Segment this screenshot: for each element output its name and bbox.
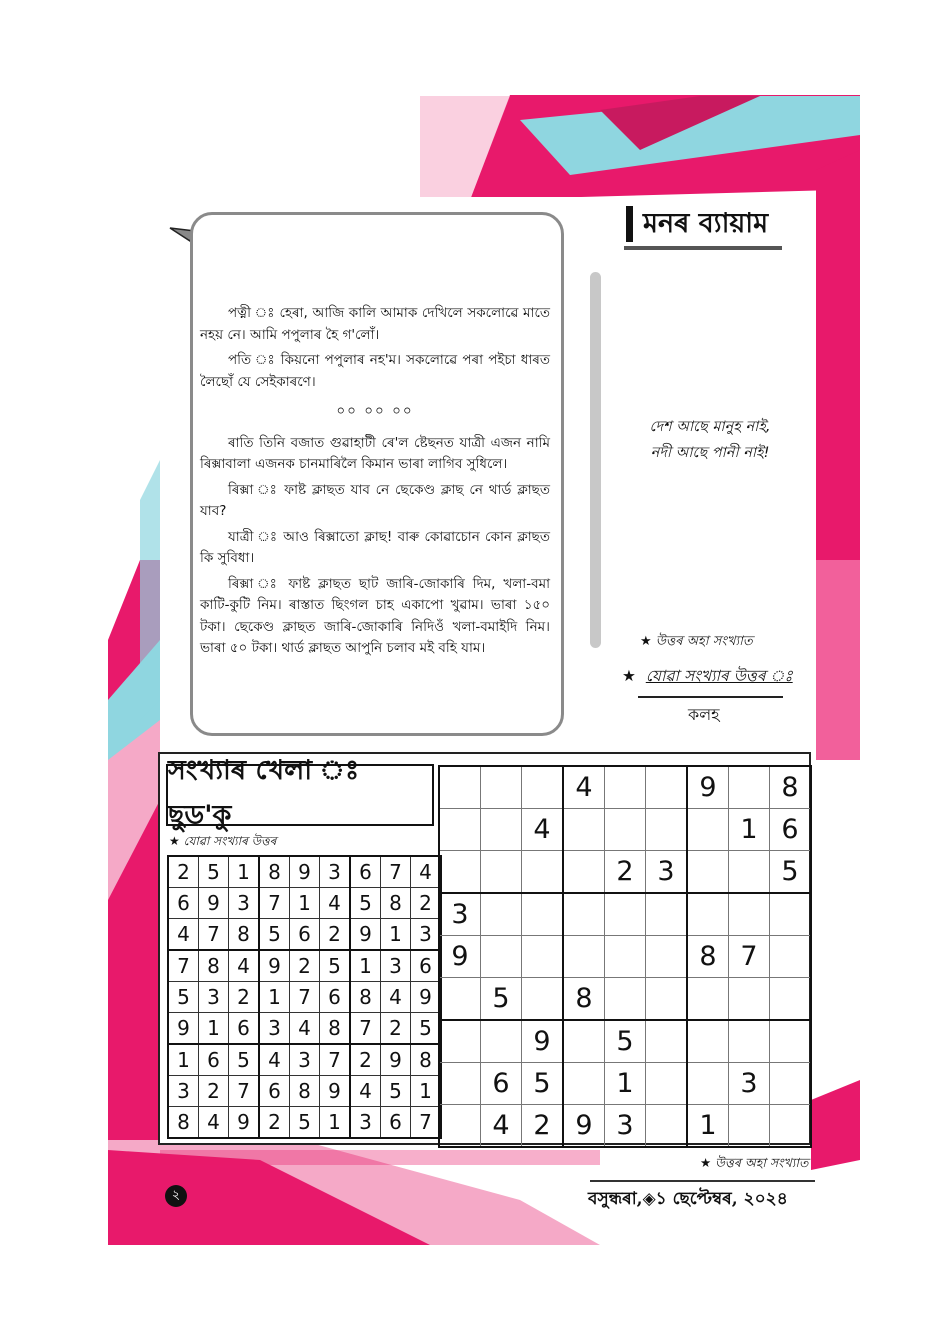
puzzle-cell: [646, 809, 688, 851]
answer-value: কলহ: [688, 705, 720, 724]
grid-row: [439, 766, 811, 809]
puzzle-cell: 6: [481, 1063, 522, 1105]
puzzle-cell: [522, 936, 564, 978]
puzzle-cell: 2: [605, 851, 646, 894]
grid-row: [168, 1107, 441, 1139]
joke-paragraph: পতি ঃ কিয়নো পপুলাৰ নহ'ম। সকলোৱে পৰা পইচা ধাৰত লৈছোঁ যে সেইকাৰণে।: [200, 352, 550, 390]
solution-cell: 8: [259, 856, 290, 888]
solution-cell: 1: [199, 1013, 229, 1045]
puzzle-cell: [563, 1020, 605, 1063]
solution-cell: 4: [168, 919, 199, 951]
solution-cell: 8: [199, 950, 229, 982]
solution-cell: 4: [320, 888, 351, 919]
grid-row: [168, 950, 441, 982]
solution-cell: 2: [350, 1044, 381, 1076]
puzzle-cell: [481, 766, 522, 809]
puzzle-cell: [770, 936, 812, 978]
puzzle-cell: 5: [605, 1020, 646, 1063]
solution-cell: 6: [168, 888, 199, 919]
puzzle-cell: 9: [439, 936, 481, 978]
puzzle-cell: [439, 851, 481, 894]
bottom-answer-note: ★ উত্তৰ অহা সংখ্যাত: [700, 1155, 809, 1170]
solution-cell: 2: [381, 1013, 411, 1045]
puzzle-cell: [563, 809, 605, 851]
solution-cell: 9: [229, 1107, 260, 1139]
puzzle-cell: [646, 1063, 688, 1105]
sudoku-puzzle-grid: [438, 765, 812, 1148]
solution-cell: 7: [199, 919, 229, 951]
solution-cell: 2: [199, 1076, 229, 1107]
joke-paragraph: পত্নী ঃ হেৰা, আজি কালি আমাক দেখিলে সকলোৱে মাতে নহয় নে। আমি পপুলাৰ হৈ গ'লোঁ।: [200, 305, 550, 343]
grid-row: [439, 978, 811, 1021]
puzzle-cell: [481, 809, 522, 851]
solution-cell: 5: [320, 950, 351, 982]
solution-cell: 2: [320, 919, 351, 951]
puzzle-cell: [729, 893, 770, 936]
puzzle-cell: 9: [522, 1020, 564, 1063]
puzzle-cell: 5: [481, 978, 522, 1021]
solution-cell: 5: [350, 888, 381, 919]
puzzle-cell: 1: [687, 1105, 729, 1148]
solution-cell: 3: [320, 856, 351, 888]
grid-row: [439, 1105, 811, 1148]
solution-cell: 6: [350, 856, 381, 888]
joke-paragraph: ৰাতি তিনি বজাত গুৱাহাটী ৰে'ল ষ্টেছনত যাত্ৰী এজন নামি ৰিক্সাবালা এজনক চানমাৰিলৈ কিমান ভাৰা লাগিব সুধিলে।: [200, 434, 550, 472]
puzzle-cell: [646, 978, 688, 1021]
grid-row: [168, 919, 441, 951]
vertical-divider: [590, 272, 601, 648]
sudoku-title: সংখ্যাৰ খেলা ঃ ছুড'কু: [166, 764, 434, 826]
puzzle-cell: [439, 978, 481, 1021]
solution-cell: 2: [290, 950, 320, 982]
solution-cell: 2: [168, 856, 199, 888]
grid-row: [168, 1076, 441, 1107]
star-icon: ★: [622, 667, 636, 685]
puzzle-cell: 4: [563, 766, 605, 809]
puzzle-cell: 3: [729, 1063, 770, 1105]
solution-label: ★ যোৱা সংখ্যাৰ উত্তৰ: [169, 834, 277, 848]
puzzle-cell: [770, 893, 812, 936]
answer-title: [622, 664, 793, 690]
solution-cell: 7: [259, 888, 290, 919]
answer-note: ★ উত্তৰ অহা সংখ্যাত: [640, 634, 753, 649]
solution-cell: 3: [381, 950, 411, 982]
solution-cell: 9: [199, 888, 229, 919]
previous-solution-grid: [167, 855, 442, 1139]
solution-cell: 6: [290, 919, 320, 951]
solution-cell: 3: [168, 1076, 199, 1107]
puzzle-cell: 9: [687, 766, 729, 809]
puzzle-cell: [522, 766, 564, 809]
puzzle-cell: [729, 851, 770, 894]
solution-cell: 8: [229, 919, 260, 951]
puzzle-cell: [605, 893, 646, 936]
grid-row: [168, 888, 441, 919]
puzzle-cell: [729, 978, 770, 1021]
solution-cell: 7: [320, 1044, 351, 1076]
riddle-line-1: দেশ আছে মানুহ নাই,: [649, 419, 771, 435]
solution-cell: 6: [320, 982, 351, 1013]
puzzle-cell: 8: [563, 978, 605, 1021]
puzzle-cell: [729, 766, 770, 809]
solution-cell: 3: [290, 1044, 320, 1076]
puzzle-cell: [439, 766, 481, 809]
solution-cell: 1: [168, 1044, 199, 1076]
solution-cell: 1: [350, 950, 381, 982]
puzzle-cell: 4: [481, 1105, 522, 1148]
solution-cell: 8: [290, 1076, 320, 1107]
puzzle-cell: [605, 978, 646, 1021]
puzzle-cell: [687, 978, 729, 1021]
answer-rule: [638, 696, 783, 698]
puzzle-cell: [605, 936, 646, 978]
solution-cell: 8: [350, 982, 381, 1013]
grid-row: [168, 856, 441, 888]
puzzle-cell: [563, 851, 605, 894]
solution-cell: 5: [259, 919, 290, 951]
solution-cell: 5: [168, 982, 199, 1013]
puzzle-cell: [687, 1063, 729, 1105]
puzzle-cell: [646, 766, 688, 809]
solution-cell: 5: [290, 1107, 320, 1139]
solution-cell: 6: [259, 1076, 290, 1107]
grid-row: [168, 1013, 441, 1045]
puzzle-cell: 1: [729, 809, 770, 851]
section-underline: [624, 246, 782, 250]
puzzle-cell: [481, 893, 522, 936]
grid-row: [439, 1063, 811, 1105]
riddle-text: [605, 414, 815, 466]
solution-cell: 1: [229, 856, 260, 888]
puzzle-cell: 6: [770, 809, 812, 851]
solution-cell: 4: [381, 982, 411, 1013]
solution-cell: 9: [381, 1044, 411, 1076]
puzzle-cell: 9: [563, 1105, 605, 1148]
solution-cell: 1: [381, 919, 411, 951]
puzzle-cell: 8: [770, 766, 812, 809]
joke-paragraph: ৰিক্সা ঃ ফাষ্ট ক্লাছত ছাট জাৰি-জোকাৰি দিম, খলা-বমা কাটি-কুটি নিম। ৰাস্তাত ছিংগল চাহ একাপো খুৱাম। ভাৰা ১৫০ টকা। ছেকেণ্ড ক্লাছত জাৰি-জোকাৰি নিদিওঁ খলা-বমাইদি নিম। ভাৰা ৫০ টকা। থাৰ্ড ক্লাছত আপুনি চলাব মই বহি যাম।: [200, 575, 550, 656]
puzzle-cell: [563, 1063, 605, 1105]
solution-cell: 5: [381, 1076, 411, 1107]
grid-row: [439, 851, 811, 894]
puzzle-cell: [770, 1063, 812, 1105]
solution-cell: 2: [229, 982, 260, 1013]
solution-cell: 8: [411, 1044, 442, 1076]
puzzle-cell: [439, 809, 481, 851]
puzzle-cell: 3: [605, 1105, 646, 1148]
publication-line: বসুন্ধৰা,◈১ ছেপ্টেম্বৰ, ২০২৪: [588, 1189, 788, 1209]
puzzle-cell: [605, 766, 646, 809]
section-title: মনৰ ব্যায়াম: [626, 206, 768, 242]
solution-cell: 3: [229, 888, 260, 919]
solution-cell: 6: [229, 1013, 260, 1045]
puzzle-cell: 1: [605, 1063, 646, 1105]
puzzle-cell: [687, 851, 729, 894]
puzzle-cell: [687, 809, 729, 851]
solution-cell: 2: [259, 1107, 290, 1139]
solution-cell: 1: [259, 982, 290, 1013]
riddle-line-2: নদী আছে পানী নাই!: [650, 445, 770, 461]
solution-cell: 8: [381, 888, 411, 919]
grid-row: [168, 982, 441, 1013]
grid-row: [168, 1044, 441, 1076]
puzzle-cell: [481, 1020, 522, 1063]
joke-text: [200, 303, 550, 664]
solution-cell: 2: [411, 888, 442, 919]
solution-cell: 9: [320, 1076, 351, 1107]
puzzle-cell: [439, 1020, 481, 1063]
answer-title-text: যোৱা সংখ্যাৰ উত্তৰ ঃ: [645, 667, 793, 685]
solution-cell: 9: [168, 1013, 199, 1045]
solution-cell: 4: [290, 1013, 320, 1045]
puzzle-cell: [522, 893, 564, 936]
puzzle-cell: [439, 1105, 481, 1148]
puzzle-cell: [729, 1020, 770, 1063]
solution-cell: 7: [381, 856, 411, 888]
solution-cell: 3: [350, 1107, 381, 1139]
page-number: ২: [165, 1185, 187, 1207]
puzzle-cell: [729, 1105, 770, 1148]
solution-cell: 3: [259, 1013, 290, 1045]
puzzle-cell: [687, 893, 729, 936]
solution-cell: 4: [199, 1107, 229, 1139]
solution-cell: 1: [290, 888, 320, 919]
puzzle-cell: [646, 936, 688, 978]
puzzle-cell: [563, 893, 605, 936]
puzzle-cell: [563, 936, 605, 978]
solution-cell: 7: [411, 1107, 442, 1139]
puzzle-cell: 5: [522, 1063, 564, 1105]
puzzle-cell: 7: [729, 936, 770, 978]
footer-rule: [590, 1180, 815, 1182]
puzzle-cell: 8: [687, 936, 729, 978]
joke-paragraph: যাত্ৰী ঃ আও ৰিক্সাতো ক্লাছ! বাৰু কোৱাচোন কোন ক্লাছত কি সুবিধা।: [200, 528, 550, 566]
puzzle-cell: [646, 1020, 688, 1063]
solution-cell: 5: [229, 1044, 260, 1076]
solution-cell: 1: [411, 1076, 442, 1107]
solution-cell: 4: [229, 950, 260, 982]
solution-cell: 9: [259, 950, 290, 982]
grid-row: [439, 1020, 811, 1063]
puzzle-cell: [770, 978, 812, 1021]
puzzle-cell: 5: [770, 851, 812, 894]
puzzle-cell: 3: [439, 893, 481, 936]
grid-row: [439, 893, 811, 936]
solution-cell: 8: [320, 1013, 351, 1045]
solution-cell: 1: [320, 1107, 351, 1139]
puzzle-cell: [481, 851, 522, 894]
solution-cell: 3: [411, 919, 442, 951]
solution-cell: 5: [411, 1013, 442, 1045]
puzzle-cell: [646, 893, 688, 936]
solution-cell: 5: [199, 856, 229, 888]
solution-cell: 9: [411, 982, 442, 1013]
solution-cell: 9: [290, 856, 320, 888]
joke-paragraph: ৰিক্সা ঃ ফাষ্ট ক্লাছত যাব নে ছেকেণ্ড ক্লাছ নে থাৰ্ড ক্লাছত যাব?: [200, 481, 550, 519]
puzzle-cell: [605, 809, 646, 851]
puzzle-cell: [687, 1020, 729, 1063]
solution-cell: 7: [350, 1013, 381, 1045]
solution-cell: 7: [168, 950, 199, 982]
solution-cell: 8: [168, 1107, 199, 1139]
puzzle-cell: [770, 1020, 812, 1063]
solution-cell: 7: [229, 1076, 260, 1107]
solution-cell: 4: [350, 1076, 381, 1107]
puzzle-cell: [439, 1063, 481, 1105]
solution-cell: 6: [199, 1044, 229, 1076]
grid-row: [439, 809, 811, 851]
puzzle-cell: [522, 978, 564, 1021]
puzzle-cell: [646, 1105, 688, 1148]
puzzle-cell: 2: [522, 1105, 564, 1148]
puzzle-cell: 4: [522, 809, 564, 851]
solution-cell: 4: [259, 1044, 290, 1076]
joke-separator: ০০ ০০ ০০: [336, 403, 414, 419]
solution-cell: 6: [411, 950, 442, 982]
puzzle-cell: [522, 851, 564, 894]
solution-cell: 7: [290, 982, 320, 1013]
puzzle-cell: 3: [646, 851, 688, 894]
puzzle-cell: [481, 936, 522, 978]
puzzle-cell: [770, 1105, 812, 1148]
solution-cell: 6: [381, 1107, 411, 1139]
solution-cell: 9: [350, 919, 381, 951]
solution-cell: 3: [199, 982, 229, 1013]
solution-cell: 4: [411, 856, 442, 888]
grid-row: [439, 936, 811, 978]
